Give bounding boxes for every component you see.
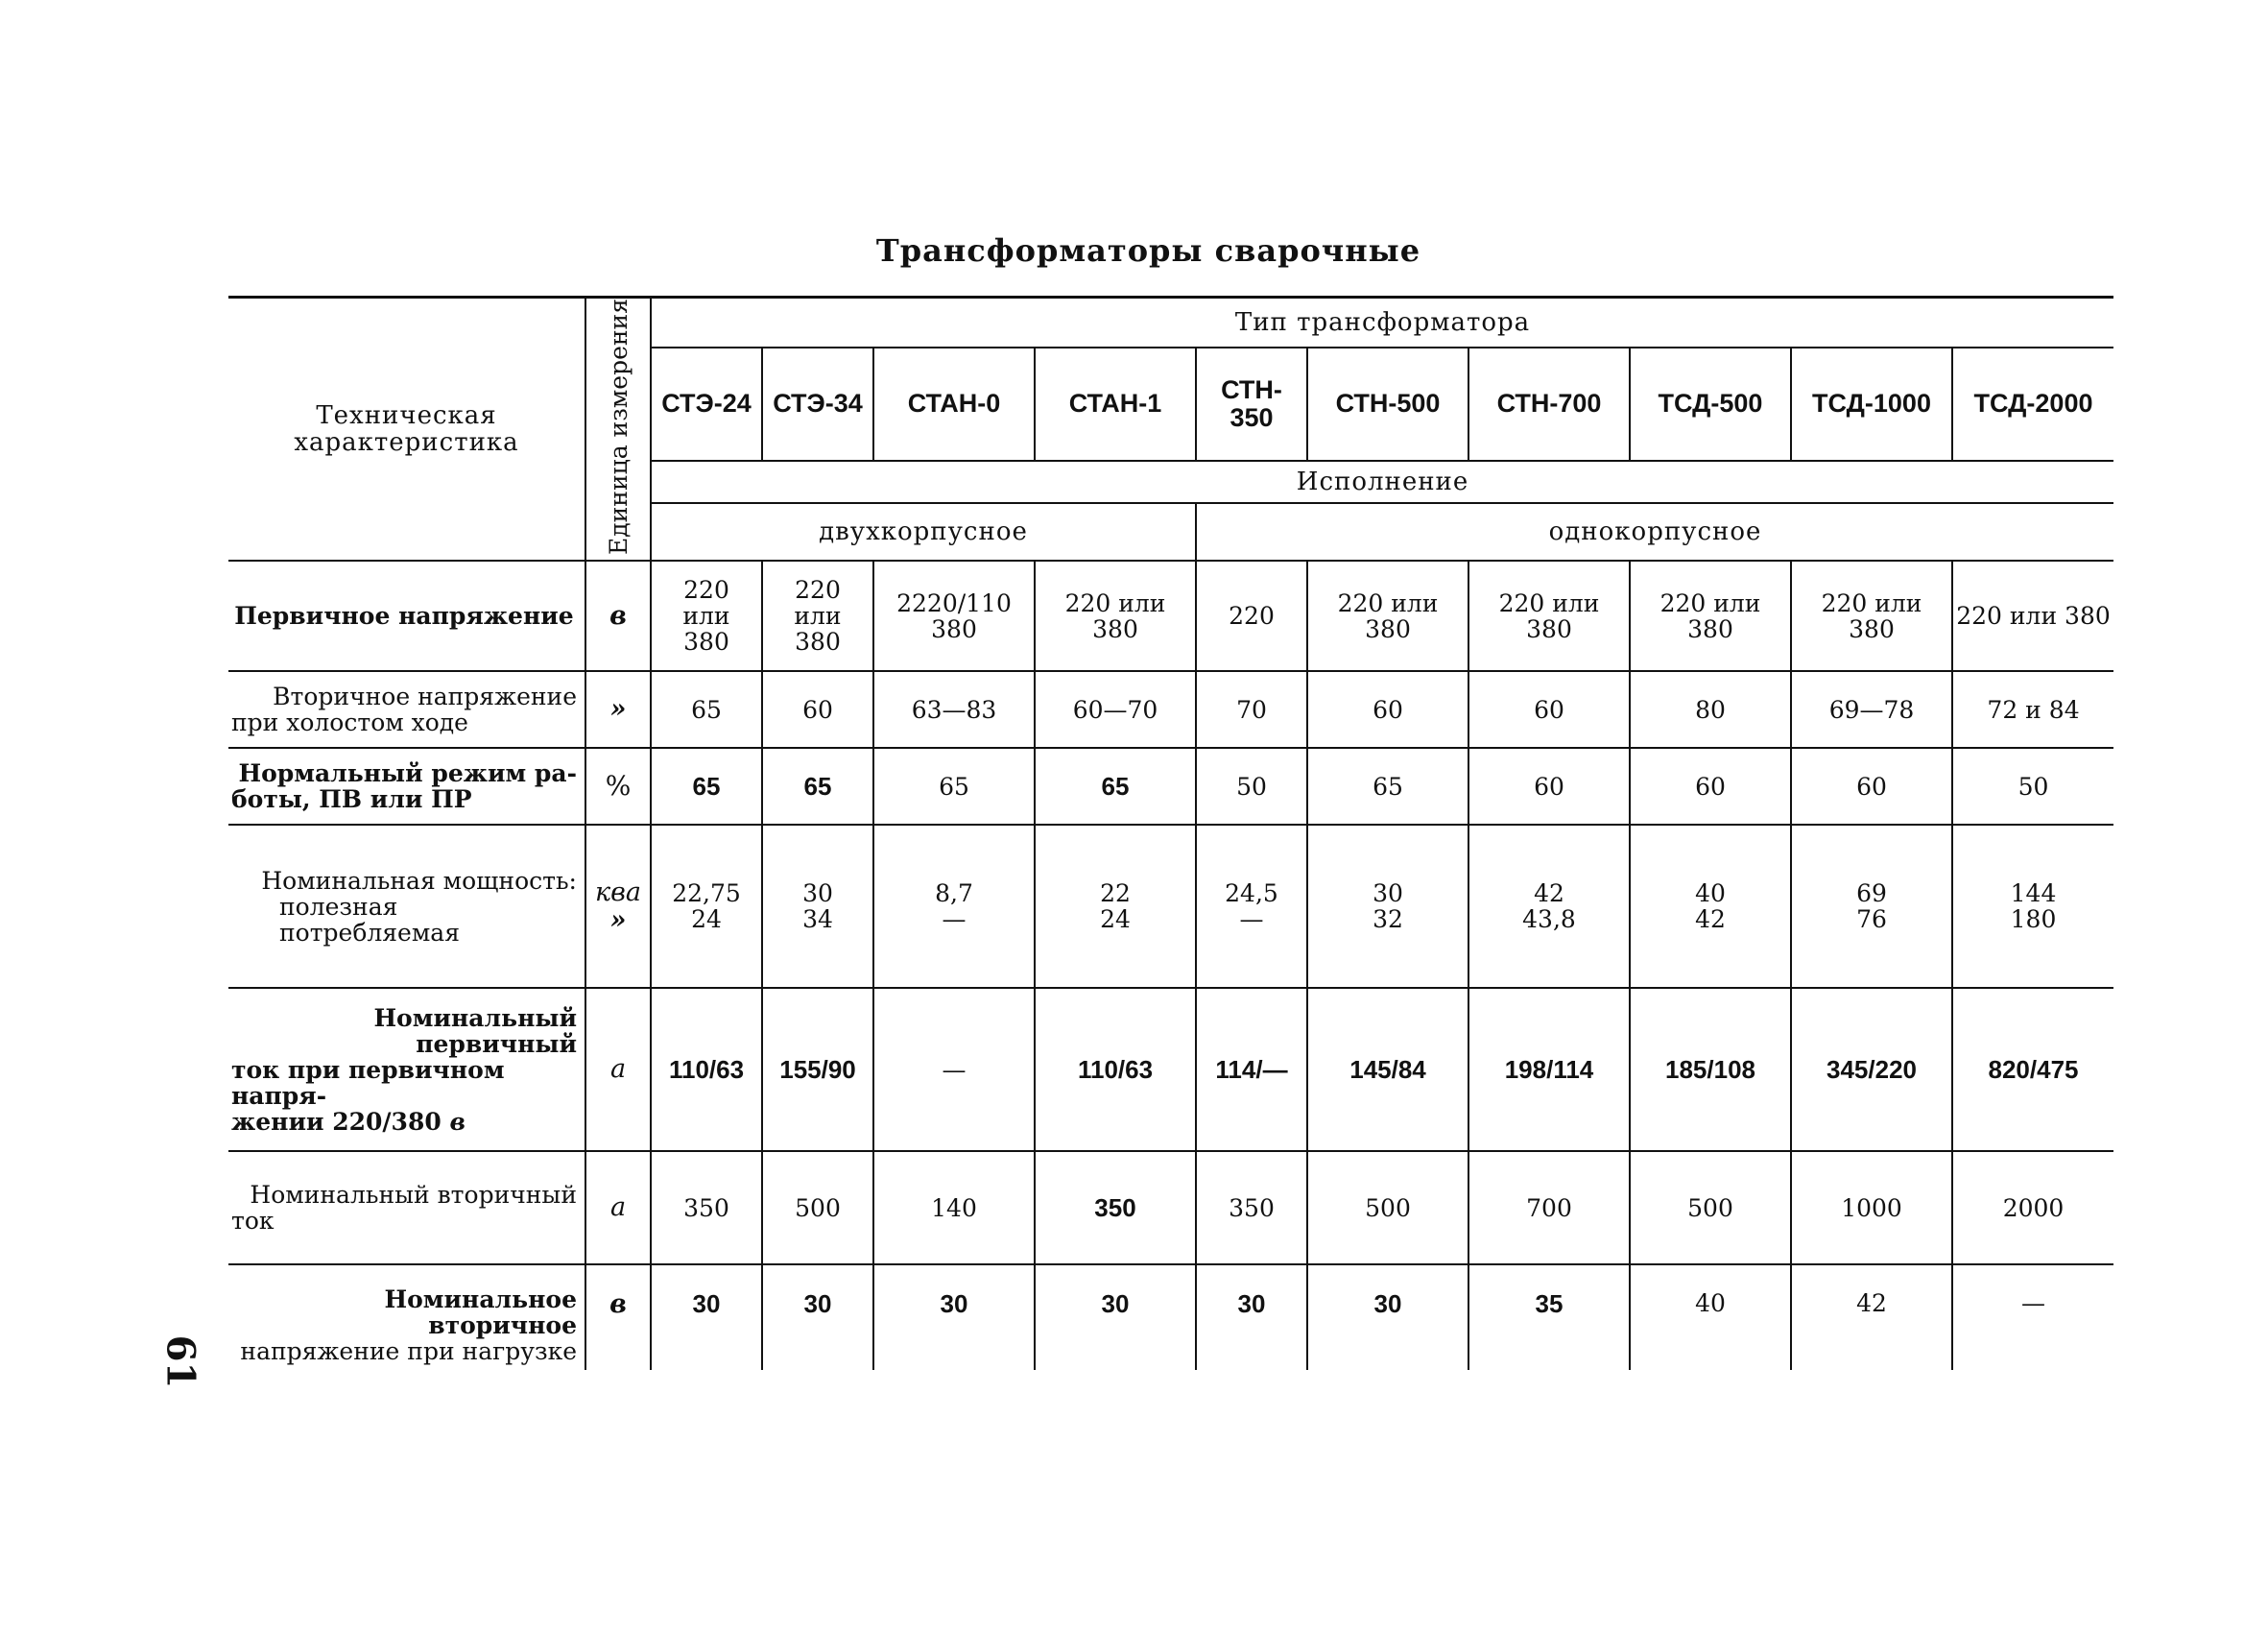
cell-primary-current-3: 110/63	[1035, 988, 1196, 1151]
param-secondary-current-line-1: Номинальный вторичный	[250, 1181, 577, 1209]
unit-primary-current: а	[585, 988, 651, 1151]
header-two-body: двухкорпусное	[651, 503, 1196, 561]
unit-power-kva: ква	[595, 877, 641, 907]
cell-primary-voltage-2: 2220/110 380	[873, 561, 1035, 671]
cell-secondary-voltage-6: 60	[1468, 671, 1630, 748]
cell-power-3: 22 24	[1035, 825, 1196, 988]
cell-power-0: 22,75 24	[651, 825, 762, 988]
header-characteristic: Техническая характеристика	[294, 400, 519, 457]
cell-primary-current-1: 155/90	[762, 988, 873, 1151]
cell-load-voltage-9: —	[1952, 1264, 2113, 1370]
cell-power-5: 30 32	[1307, 825, 1468, 988]
cell-power-9: 144 180	[1952, 825, 2113, 988]
unit-load-voltage: в	[585, 1264, 651, 1370]
cell-secondary-voltage-7: 80	[1630, 671, 1791, 748]
cell-primary-voltage-5: 220 или 380	[1307, 561, 1468, 671]
cell-duty-cycle-0: 65	[651, 748, 762, 825]
page-title: Трансформаторы сварочные	[875, 232, 1421, 269]
cell-secondary-voltage-5: 60	[1307, 671, 1468, 748]
cell-power-4: 24,5 —	[1196, 825, 1307, 988]
param-load-voltage	[228, 1264, 585, 1370]
header-unit-cell	[585, 298, 651, 562]
param-load-voltage-line-1: Номинальное вторичное	[384, 1285, 577, 1339]
model-stan-1: СТАН-1	[1035, 348, 1196, 461]
cell-primary-current-0: 110/63	[651, 988, 762, 1151]
cell-duty-cycle-5: 65	[1307, 748, 1468, 825]
cell-power-6: 42 43,8	[1468, 825, 1630, 988]
cell-duty-cycle-9: 50	[1952, 748, 2113, 825]
cell-duty-cycle-8: 60	[1791, 748, 1952, 825]
cell-load-voltage-8: 42	[1791, 1264, 1952, 1370]
header-unit: Единица измерения	[604, 299, 633, 555]
cell-primary-voltage-6: 220 или 380	[1468, 561, 1630, 671]
header-one-body: однокорпусное	[1196, 503, 2113, 561]
cell-primary-current-5: 145/84	[1307, 988, 1468, 1151]
cell-primary-current-2: —	[873, 988, 1035, 1151]
unit-power	[585, 825, 651, 988]
cell-load-voltage-7: 40	[1630, 1264, 1791, 1370]
cell-primary-current-7: 185/108	[1630, 988, 1791, 1151]
unit-power-ditto: »	[609, 905, 627, 935]
param-primary-current	[228, 988, 585, 1151]
param-power-line-1: Номинальная мощность:	[261, 866, 577, 895]
param-primary-current-line-1: Номинальный первичный	[373, 1003, 577, 1058]
cell-power-2: 8,7 —	[873, 825, 1035, 988]
cell-primary-current-4: 114/—	[1196, 988, 1307, 1151]
cell-primary-current-6: 198/114	[1468, 988, 1630, 1151]
cell-secondary-current-5: 500	[1307, 1151, 1468, 1264]
unit-secondary-current: а	[585, 1151, 651, 1264]
model-tsd-500: ТСД-500	[1630, 348, 1791, 461]
specs-table	[228, 296, 2113, 1370]
param-load-voltage-line-2: напряжение при нагрузке	[240, 1337, 577, 1365]
model-ste-24: СТЭ-24	[651, 348, 762, 461]
cell-primary-voltage-0: 220 или 380	[651, 561, 762, 671]
param-primary-current-unit: в	[449, 1107, 466, 1136]
cell-secondary-voltage-3: 60—70	[1035, 671, 1196, 748]
cell-secondary-current-6: 700	[1468, 1151, 1630, 1264]
cell-load-voltage-3: 30	[1035, 1264, 1196, 1370]
cell-secondary-current-2: 140	[873, 1151, 1035, 1264]
cell-secondary-voltage-8: 69—78	[1791, 671, 1952, 748]
cell-load-voltage-4: 30	[1196, 1264, 1307, 1370]
model-stn-350: СТН-350	[1196, 348, 1307, 461]
cell-secondary-current-4: 350	[1196, 1151, 1307, 1264]
cell-primary-voltage-4: 220	[1196, 561, 1307, 671]
cell-secondary-voltage-9: 72 и 84	[1952, 671, 2113, 748]
param-secondary-voltage-line-1: Вторичное напряжение	[273, 683, 577, 710]
unit-secondary-voltage: »	[585, 671, 651, 748]
cell-duty-cycle-4: 50	[1196, 748, 1307, 825]
param-secondary-voltage-line-2: при холостом ходе	[231, 708, 468, 736]
cell-duty-cycle-2: 65	[873, 748, 1035, 825]
cell-secondary-current-0: 350	[651, 1151, 762, 1264]
cell-primary-voltage-1: 220 или 380	[762, 561, 873, 671]
cell-primary-current-8: 345/220	[1791, 988, 1952, 1151]
cell-load-voltage-6: 35	[1468, 1264, 1630, 1370]
table-row	[228, 1264, 2113, 1370]
param-primary-voltage: Первичное напряжение	[228, 561, 585, 671]
unit-primary-voltage: в	[585, 561, 651, 671]
model-stn-500: СТН-500	[1307, 348, 1468, 461]
cell-secondary-voltage-0: 65	[651, 671, 762, 748]
cell-duty-cycle-6: 60	[1468, 748, 1630, 825]
page-number: 61	[157, 1334, 203, 1389]
cell-duty-cycle-7: 60	[1630, 748, 1791, 825]
cell-load-voltage-1: 30	[762, 1264, 873, 1370]
table-row	[228, 988, 2113, 1151]
param-power	[228, 825, 585, 988]
cell-primary-voltage-3: 220 или 380	[1035, 561, 1196, 671]
cell-primary-voltage-9: 220 или 380	[1952, 561, 2113, 671]
cell-secondary-current-3: 350	[1035, 1151, 1196, 1264]
cell-secondary-voltage-1: 60	[762, 671, 873, 748]
table-row	[228, 748, 2113, 825]
cell-primary-current-9: 820/475	[1952, 988, 2113, 1151]
model-stn-700: СТН-700	[1468, 348, 1630, 461]
param-power-line-2: полезная	[279, 892, 398, 921]
cell-load-voltage-2: 30	[873, 1264, 1035, 1370]
cell-power-1: 30 34	[762, 825, 873, 988]
table-row	[228, 671, 2113, 748]
param-secondary-current-line-2: ток	[231, 1207, 275, 1235]
unit-duty-cycle: %	[585, 748, 651, 825]
cell-secondary-current-9: 2000	[1952, 1151, 2113, 1264]
header-type: Тип трансформатора	[651, 298, 2113, 348]
model-tsd-2000: ТСД-2000	[1952, 348, 2113, 461]
table-row	[228, 1151, 2113, 1264]
param-primary-current-line-2: ток при первичном напря-	[231, 1055, 505, 1110]
model-tsd-1000: ТСД-1000	[1791, 348, 1952, 461]
header-characteristic-cell	[228, 298, 585, 562]
cell-secondary-current-7: 500	[1630, 1151, 1791, 1264]
table-row	[228, 825, 2113, 988]
table-row	[228, 561, 2113, 671]
param-duty-cycle-line-1: Нормальный режим ра-	[238, 759, 577, 787]
param-duty-cycle	[228, 748, 585, 825]
header-execution: Исполнение	[651, 461, 2113, 503]
cell-secondary-voltage-2: 63—83	[873, 671, 1035, 748]
model-ste-34: СТЭ-34	[762, 348, 873, 461]
cell-primary-voltage-8: 220 или 380	[1791, 561, 1952, 671]
cell-duty-cycle-3: 65	[1035, 748, 1196, 825]
cell-duty-cycle-1: 65	[762, 748, 873, 825]
cell-secondary-current-8: 1000	[1791, 1151, 1952, 1264]
param-power-line-3: потребляемая	[279, 918, 460, 947]
cell-load-voltage-5: 30	[1307, 1264, 1468, 1370]
cell-primary-voltage-7: 220 или 380	[1630, 561, 1791, 671]
param-primary-current-line-3: жении 220/380	[231, 1107, 442, 1136]
param-secondary-voltage	[228, 671, 585, 748]
header-row-type	[228, 298, 2113, 348]
param-secondary-current	[228, 1151, 585, 1264]
cell-load-voltage-0: 30	[651, 1264, 762, 1370]
cell-secondary-voltage-4: 70	[1196, 671, 1307, 748]
model-stan-0: СТАН-0	[873, 348, 1035, 461]
cell-secondary-current-1: 500	[762, 1151, 873, 1264]
param-duty-cycle-line-2: боты, ПВ или ПР	[231, 785, 472, 813]
cell-power-7: 40 42	[1630, 825, 1791, 988]
cell-power-8: 69 76	[1791, 825, 1952, 988]
